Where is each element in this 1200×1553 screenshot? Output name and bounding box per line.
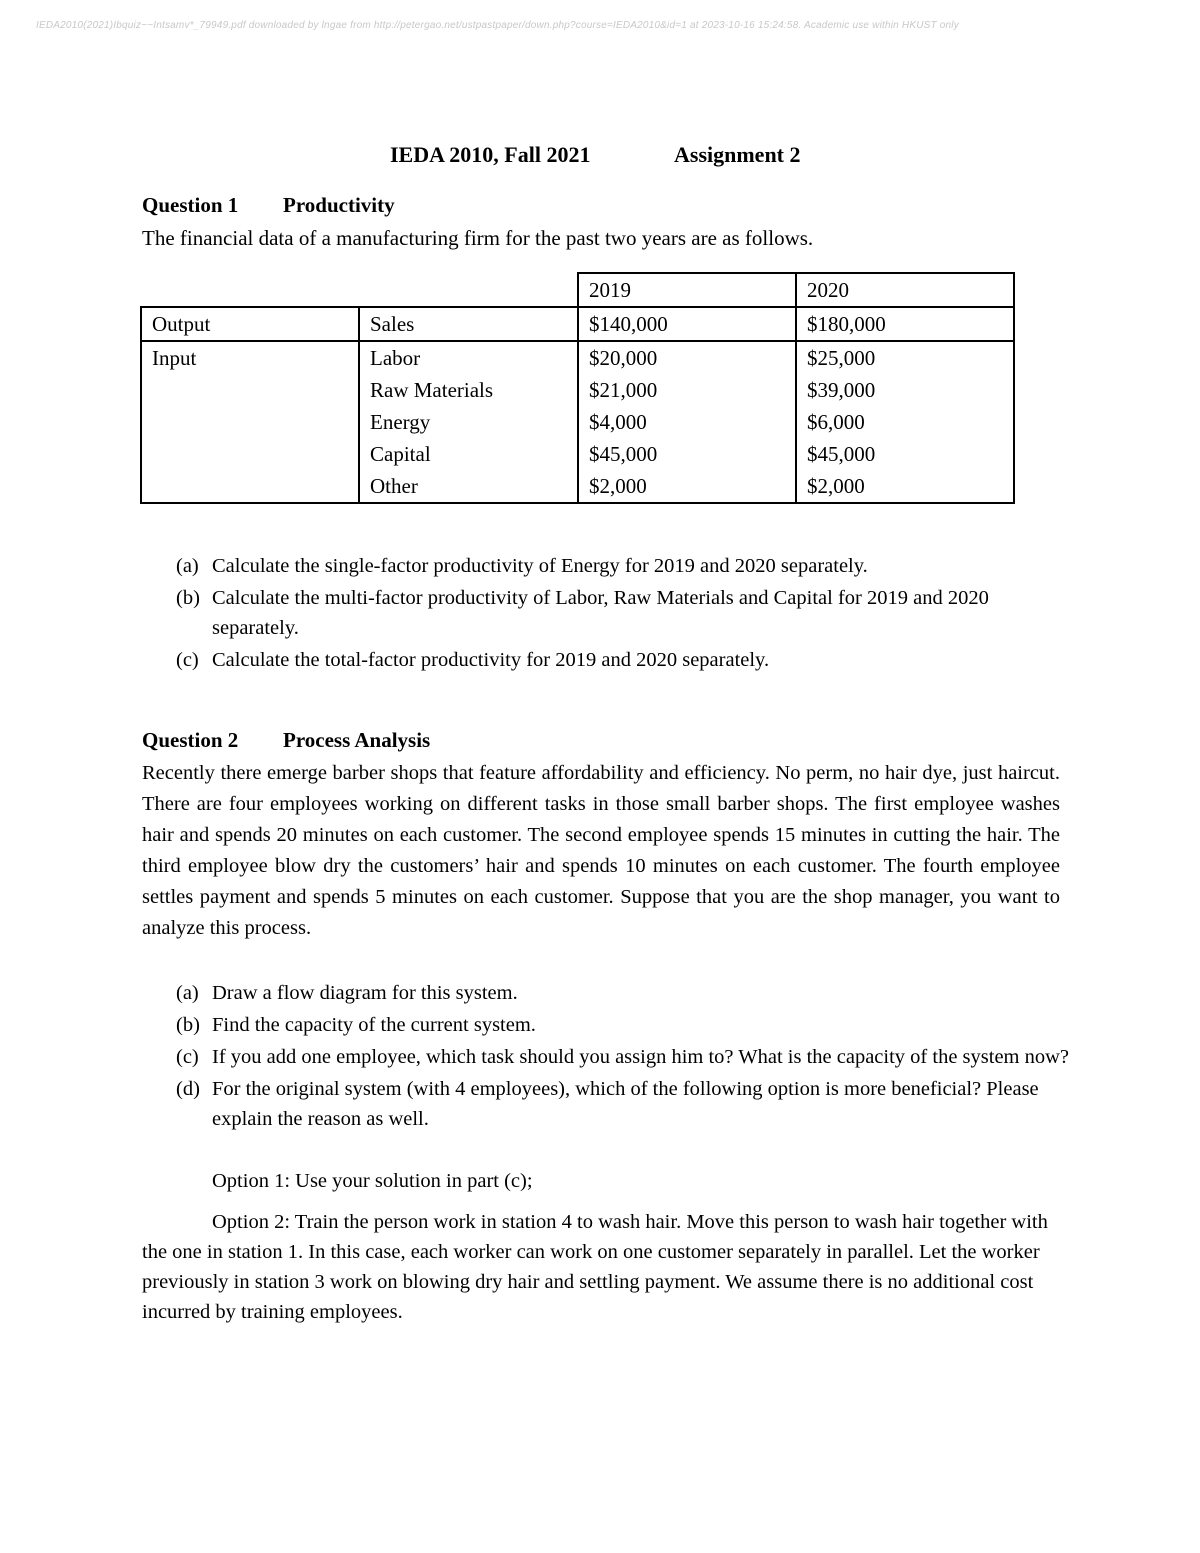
question-2-body: Recently there emerge barber shops that feature affordability and efficiency. No perm, no hair dye, just haircut. There are four employees working on different tasks in those small barber shops. The first employee washes hair and spends 20 minutes on each customer. The second employee spends 15 minutes in cutting the hair. The third employee blow dry the customers’ hair and spends 10 minutes on each customer. The fourth employee settles payment and spends 5 minutes on each customer. Suppose that you are the shop manager, you want to analyze this process. [142, 762, 1060, 939]
value-2019: $2,000 [578, 470, 796, 503]
part-text: Draw a flow diagram for this system. [212, 982, 518, 1004]
row-label: Sales [359, 307, 578, 341]
value-2019: $21,000 [578, 374, 796, 406]
part-text: For the original system (with 4 employees), which of the following option is more beneficial? Please explain the reason as well. [212, 1078, 1039, 1130]
question-1-title: Productivity [283, 193, 395, 217]
list-item [176, 645, 1076, 675]
list-item [176, 978, 1076, 1008]
assignment-title: Assignment 2 [674, 142, 801, 167]
table-header-row [141, 273, 1014, 307]
part-text: Calculate the single-factor productivity of Energy for 2019 and 2020 separately. [212, 555, 868, 577]
question-1-heading [142, 193, 395, 218]
part-label: (a) [176, 982, 199, 1004]
part-label: (b) [176, 1014, 200, 1036]
row-label: Labor [359, 341, 578, 374]
input-group-label: Input [141, 341, 359, 374]
part-text: Calculate the total-factor productivity for 2019 and 2020 separately. [212, 649, 770, 671]
list-item [176, 551, 1076, 581]
table-row [141, 307, 1014, 341]
output-group-label: Output [141, 307, 359, 341]
table-row [141, 406, 1014, 438]
value-2019: $20,000 [578, 341, 796, 374]
question-1-number: Question 1 [142, 193, 239, 217]
part-text: Calculate the multi-factor productivity of Labor, Raw Materials and Capital for 2019 and 2020 separately. [212, 587, 989, 639]
question-2-title: Process Analysis [283, 728, 431, 752]
list-item [176, 1010, 1076, 1040]
row-label: Raw Materials [359, 374, 578, 406]
value-2019: $140,000 [578, 307, 796, 341]
option-2-text: Option 2: Train the person work in station 4 to wash hair. Move this person to wash hair together with the one in station 1. In this case, each worker can work on one customer separately in parallel. Let the worker previously in station 3 work on blowing dry hair and settling payment. We assume there is no additional cost incurred by training employees. [142, 1211, 1048, 1323]
part-label: (c) [176, 1046, 199, 1068]
year-header-2019: 2019 [578, 273, 796, 307]
part-label: (c) [176, 649, 199, 671]
value-2019: $4,000 [578, 406, 796, 438]
table-row [141, 470, 1014, 503]
question-1-parts [176, 551, 1076, 677]
value-2020: $45,000 [796, 438, 1014, 470]
row-label: Other [359, 470, 578, 503]
part-text: If you add one employee, which task should you assign him to? What is the capacity of the system now? [212, 1046, 1070, 1068]
course-title: IEDA 2010, Fall 2021 [390, 142, 591, 167]
value-2020: $180,000 [796, 307, 1014, 341]
financial-data-table [140, 272, 1015, 504]
table-row [141, 374, 1014, 406]
value-2020: $2,000 [796, 470, 1014, 503]
question-2-heading [142, 728, 430, 753]
list-item [176, 1042, 1076, 1072]
option-1-text: Option 1: Use your solution in part (c); [212, 1170, 533, 1192]
year-header-2020: 2020 [796, 273, 1014, 307]
list-item [176, 1074, 1076, 1134]
value-2019: $45,000 [578, 438, 796, 470]
table-row [141, 341, 1014, 374]
part-label: (a) [176, 555, 199, 577]
list-item [176, 583, 1076, 643]
table-row [141, 438, 1014, 470]
part-label: (b) [176, 587, 200, 609]
download-watermark: IEDA2010(2021)Ibquiz~~Intsamv*_79949.pdf downloaded by lngae from http://petergao.net/ustpastpaper/down.php?course=IEDA2010&id=1 at 2023-10-16 15:24:58. Academic use within HKUST only [36, 20, 959, 31]
value-2020: $6,000 [796, 406, 1014, 438]
part-label: (d) [176, 1078, 200, 1100]
question-1-intro: The financial data of a manufacturing firm for the past two years are as follows. [142, 226, 814, 250]
row-label: Energy [359, 406, 578, 438]
question-2-number: Question 2 [142, 728, 239, 752]
value-2020: $39,000 [796, 374, 1014, 406]
value-2020: $25,000 [796, 341, 1014, 374]
row-label: Capital [359, 438, 578, 470]
question-2-parts [176, 978, 1076, 1136]
part-text: Find the capacity of the current system. [212, 1014, 536, 1036]
